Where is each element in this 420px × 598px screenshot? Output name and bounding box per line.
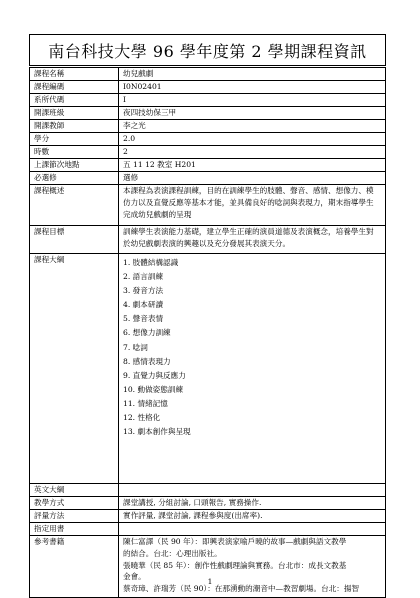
- table-row: [30, 254, 386, 484]
- outline-item: 9. 直覺力與反應力: [123, 370, 186, 380]
- page-title: 南台科技大學 96 學年度第 2 學期課程資訊: [29, 34, 386, 66]
- textbook-value: [119, 523, 386, 536]
- outline-item: 7. 唸詞: [123, 342, 148, 352]
- table-row: [30, 510, 386, 523]
- table-row: [30, 120, 386, 133]
- outline-item: 6. 想像力訓練: [123, 328, 171, 338]
- outline-list: [123, 254, 381, 442]
- course-code-label: 課程編碼: [30, 81, 119, 94]
- table-row: [30, 146, 386, 159]
- textbook-label: 指定用書: [30, 523, 119, 536]
- english-outline-value: [119, 484, 386, 497]
- table-row: [30, 484, 386, 497]
- course-code-value: I0N02401: [119, 81, 386, 94]
- table-row: [30, 94, 386, 107]
- table-row: [30, 107, 386, 120]
- table-row: [30, 81, 386, 94]
- reference-line: 張曉華（民 85 年）：創作性戲劇理論與實務。台北市：成長文教基: [123, 560, 347, 570]
- hours-label: 時數: [30, 146, 119, 159]
- method-label: 教學方式: [30, 497, 119, 510]
- course-name-label: 課程名稱: [30, 68, 119, 81]
- method-value: 課堂講授, 分組討論, 口頭報告, 實務操作.: [119, 497, 386, 510]
- teacher-label: 開課教師: [30, 120, 119, 133]
- table-row: [30, 68, 386, 81]
- references-value: [119, 536, 386, 598]
- reference-line: 的結合。台北：心理出版社。: [123, 548, 222, 558]
- time-place-value: 五 11 12 教室 H201: [119, 159, 386, 172]
- outline-item: 2. 語言訓練: [123, 272, 164, 282]
- table-row: [30, 226, 386, 254]
- hours-value: 2: [119, 146, 386, 159]
- class-label: 開課班級: [30, 107, 119, 120]
- time-place-label: 上課節次地點: [30, 159, 119, 172]
- outline-item: 11. 情緒記憶: [123, 398, 168, 408]
- outline-item: 5. 聲音表情: [123, 314, 164, 324]
- reference-line: 陳仁富譯（民 90 年）：即興表演家喻戶曉的故事—戲劇與語文教學: [123, 537, 347, 546]
- outline-value: [119, 254, 386, 484]
- reference-line: 金會。: [123, 572, 146, 582]
- table-row: [30, 133, 386, 146]
- objective-label: 課程目標: [30, 226, 119, 254]
- overview-label: 課程概述: [30, 185, 119, 226]
- references-label: 參考書籍: [30, 536, 119, 598]
- evaluation-label: 評量方法: [30, 510, 119, 523]
- table-row: [30, 172, 386, 185]
- table-row: [30, 185, 386, 226]
- overview-value: 本課程為表演課程訓練，目的在訓練學生的肢體、聲音、感情、想像力、模仿力以及直覺反應等基本才能，並具備良好的唸詞與表現力，期末指導學生完成幼兒戲劇的呈現: [119, 185, 386, 226]
- outline-item: 3. 發音方法: [123, 286, 164, 296]
- outline-label: 課程大綱: [30, 254, 119, 484]
- table-row: [30, 159, 386, 172]
- table-row: [30, 523, 386, 536]
- teacher-value: 李之光: [119, 120, 386, 133]
- outline-item: 1. 肢體結構認識: [123, 258, 179, 267]
- reference-line: 蔡奇璋、許瑞芳（民 90）：在那湧動的潮音中—教習劇場。台北：揚智: [123, 584, 360, 594]
- objective-value: 訓練學生表演能力基礎，建立學生正確的演員道德及表演概念，培養學生對於幼兒戲劇表演的興趣以及充分發展其表演天分。: [119, 226, 386, 254]
- dept-code-label: 系所代碼: [30, 94, 119, 107]
- outline-item: 10. 動做姿態訓練: [123, 384, 184, 394]
- course-name-value: 幼兒戲劇: [119, 68, 386, 81]
- required-label: 必選修: [30, 172, 119, 185]
- page-number: 1: [207, 577, 213, 586]
- outline-item: 8. 感情表現力: [123, 356, 171, 366]
- table-row: [30, 536, 386, 598]
- evaluation-value: 實作評量, 課堂討論, 課程參與度(出席率).: [119, 510, 386, 523]
- class-value: 夜四技幼保三甲: [119, 107, 386, 120]
- course-info-table: [29, 67, 386, 598]
- outline-item: 12. 性格化: [123, 413, 161, 423]
- table-row: [30, 497, 386, 510]
- english-outline-label: 英文大綱: [30, 484, 119, 497]
- outline-item: 4. 劇本研讀: [123, 300, 164, 310]
- credits-value: 2.0: [119, 133, 386, 146]
- credits-label: 學分: [30, 133, 119, 146]
- outline-item: 13. 劇本創作與呈現: [123, 427, 191, 437]
- dept-code-value: I: [119, 94, 386, 107]
- required-value: 選修: [119, 172, 386, 185]
